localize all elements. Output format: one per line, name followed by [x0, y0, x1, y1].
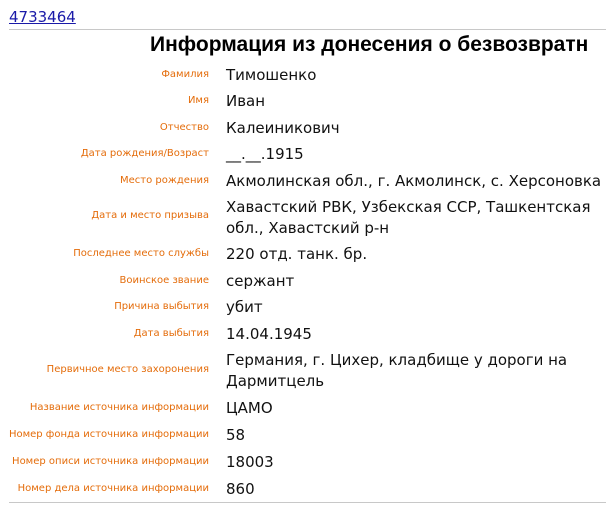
field-value: __.__.1915	[226, 145, 304, 163]
field-label: Номер дела источника информации	[17, 483, 209, 494]
field-value: Акмолинская обл., г. Акмолинск, с. Херсоновка	[226, 172, 602, 190]
field-value: Германия, г. Цихер, кладбище у дороги на	[226, 351, 568, 369]
field-value: Иван	[226, 92, 266, 110]
field-label: Номер описи источника информации	[12, 456, 209, 467]
field-value: сержант	[226, 272, 295, 290]
field-label: Фамилия	[161, 69, 209, 80]
field-label: Номер фонда источника информации	[8, 429, 209, 440]
field-label: Место рождения	[120, 175, 209, 186]
field-label: Воинское звание	[119, 275, 209, 286]
field-value: Тимошенко	[226, 66, 317, 84]
page-title: Информация из донесения о безвозвратн	[150, 33, 589, 56]
field-value: 58	[226, 426, 246, 444]
field-value: ЦАМО	[226, 399, 273, 417]
field-label: Причина выбытия	[114, 301, 209, 312]
field-value-continued: обл., Хавастский р-н	[226, 219, 390, 237]
field-value: 14.04.1945	[226, 325, 312, 343]
field-value-continued: Дармитцель	[226, 372, 325, 390]
bottom-divider	[9, 502, 606, 503]
field-label: Дата и место призыва	[91, 210, 209, 221]
field-value: 220 отд. танк. бр.	[226, 245, 368, 263]
field-label: Первичное место захоронения	[46, 364, 209, 375]
field-value: 18003	[226, 453, 274, 471]
field-label: Последнее место службы	[73, 248, 209, 259]
field-label: Имя	[187, 95, 209, 106]
field-label: Отчество	[159, 122, 209, 133]
field-label: Дата выбытия	[133, 328, 209, 339]
field-value: Хавастский РВК, Узбекская ССР, Ташкентская	[226, 198, 591, 216]
field-label: Дата рождения/Возраст	[80, 148, 209, 159]
field-value: убит	[226, 298, 263, 316]
field-label: Название источника информации	[29, 402, 209, 413]
record-id-link[interactable]: 4733464	[9, 8, 76, 26]
field-value: Калеиникович	[226, 119, 340, 137]
field-value: 860	[226, 480, 255, 498]
